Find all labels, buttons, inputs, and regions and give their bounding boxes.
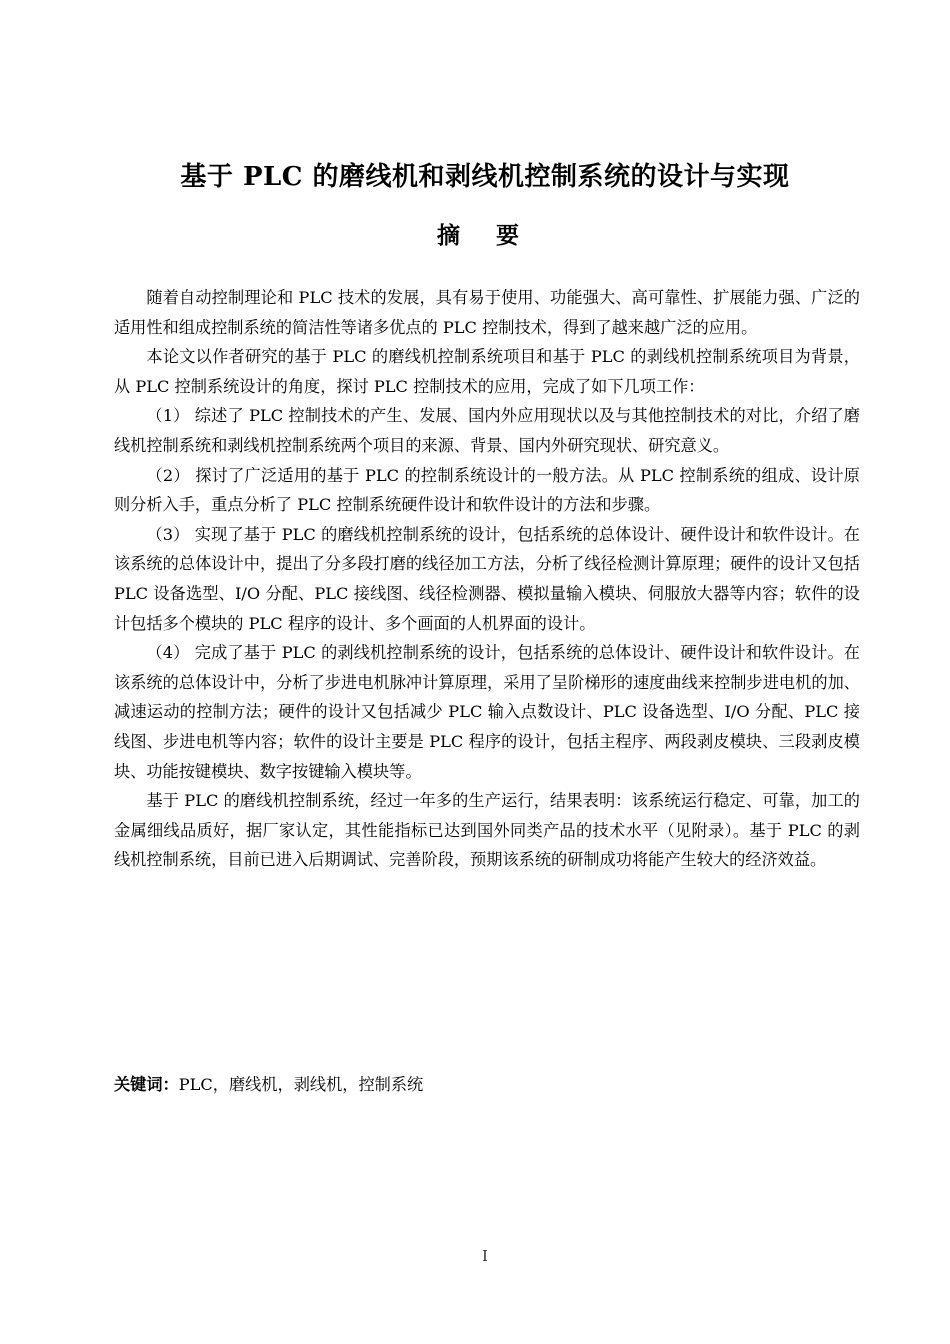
page-number: I [482, 1247, 488, 1265]
paragraph-conclusion: 基于 PLC 的磨线机控制系统，经过一年多的生产运行，结果表明：该系统运行稳定、可靠，加工的金属细线品质好，据厂家认定，其性能指标已达到国外同类产品的技术水平（见附录）。基于 PLC 的剥线机控制系统，目前已进入后期调试、完善阶段，预期该系统的研制成功将能产生较大的经济效益。 [114, 791, 860, 870]
keywords-line [114, 1070, 860, 1099]
abstract-body [114, 283, 860, 875]
paragraph-item-4: （4） 完成了基于 PLC 的剥线机控制系统的设计，包括系统的总体设计、硬件设计和软件设计。在该系统的总体设计中，分析了步进电机脉冲计算原理，采用了呈阶梯形的速度曲线来控制步进电机的加、减速运动的控制方法；硬件的设计又包括减少 PLC 输入点数设计、PLC 设备选型、I/O 分配、PLC 接线图、步进电机等内容；软件的设计主要是 PLC 程序的设计，包括主程序、两段剥皮模块、三段剥皮模块、功能按键模块、数字按键输入模块等。 [114, 643, 860, 781]
keywords-label: 关键词： [114, 1075, 179, 1094]
paragraph-item-2: （2） 探讨了广泛适用的基于 PLC 的控制系统设计的一般方法。从 PLC 控制系统的组成、设计原则分析入手，重点分析了 PLC 控制系统硬件设计和软件设计的方法和步骤。 [114, 465, 860, 515]
paragraph-intro: 随着自动控制理论和 PLC 技术的发展，具有易于使用、功能强大、高可靠性、扩展能力强、广泛的适用性和组成控制系统的简洁性等诸多优点的 PLC 控制技术，得到了越来越广泛的应用。 [114, 288, 860, 337]
paragraph-item-3: （3） 实现了基于 PLC 的磨线机控制系统的设计，包括系统的总体设计、硬件设计和软件设计。在该系统的总体设计中，提出了分多段打磨的线径加工方法，分析了线径检测计算原理；硬件的设计又包括 PLC 设备选型、I/O 分配、PLC 接线图、线径检测器、模拟量输入模块、伺服放大器等内容；软件的设计包括多个模块的 PLC 程序的设计、多个画面的人机界面的设计。 [114, 524, 860, 633]
abstract-heading: 摘 要 [436, 222, 533, 249]
paragraph-item-1: （1） 综述了 PLC 控制技术的产生、发展、国内外应用现状以及与其他控制技术的对比，介绍了磨线机控制系统和剥线机控制系统两个项目的来源、背景、国内外研究现状、研究意义。 [114, 406, 860, 455]
paragraph-background: 本论文以作者研究的基于 PLC 的磨线机控制系统项目和基于 PLC 的剥线机控制系统项目为背景，从 PLC 控制系统设计的角度，探讨 PLC 控制技术的应用，完成了如下几项工作： [114, 347, 860, 396]
page-title: 基于 PLC 的磨线机和剥线机控制系统的设计与实现 [180, 162, 790, 192]
keywords-value: PLC，磨线机，剥线机，控制系统 [178, 1075, 424, 1094]
